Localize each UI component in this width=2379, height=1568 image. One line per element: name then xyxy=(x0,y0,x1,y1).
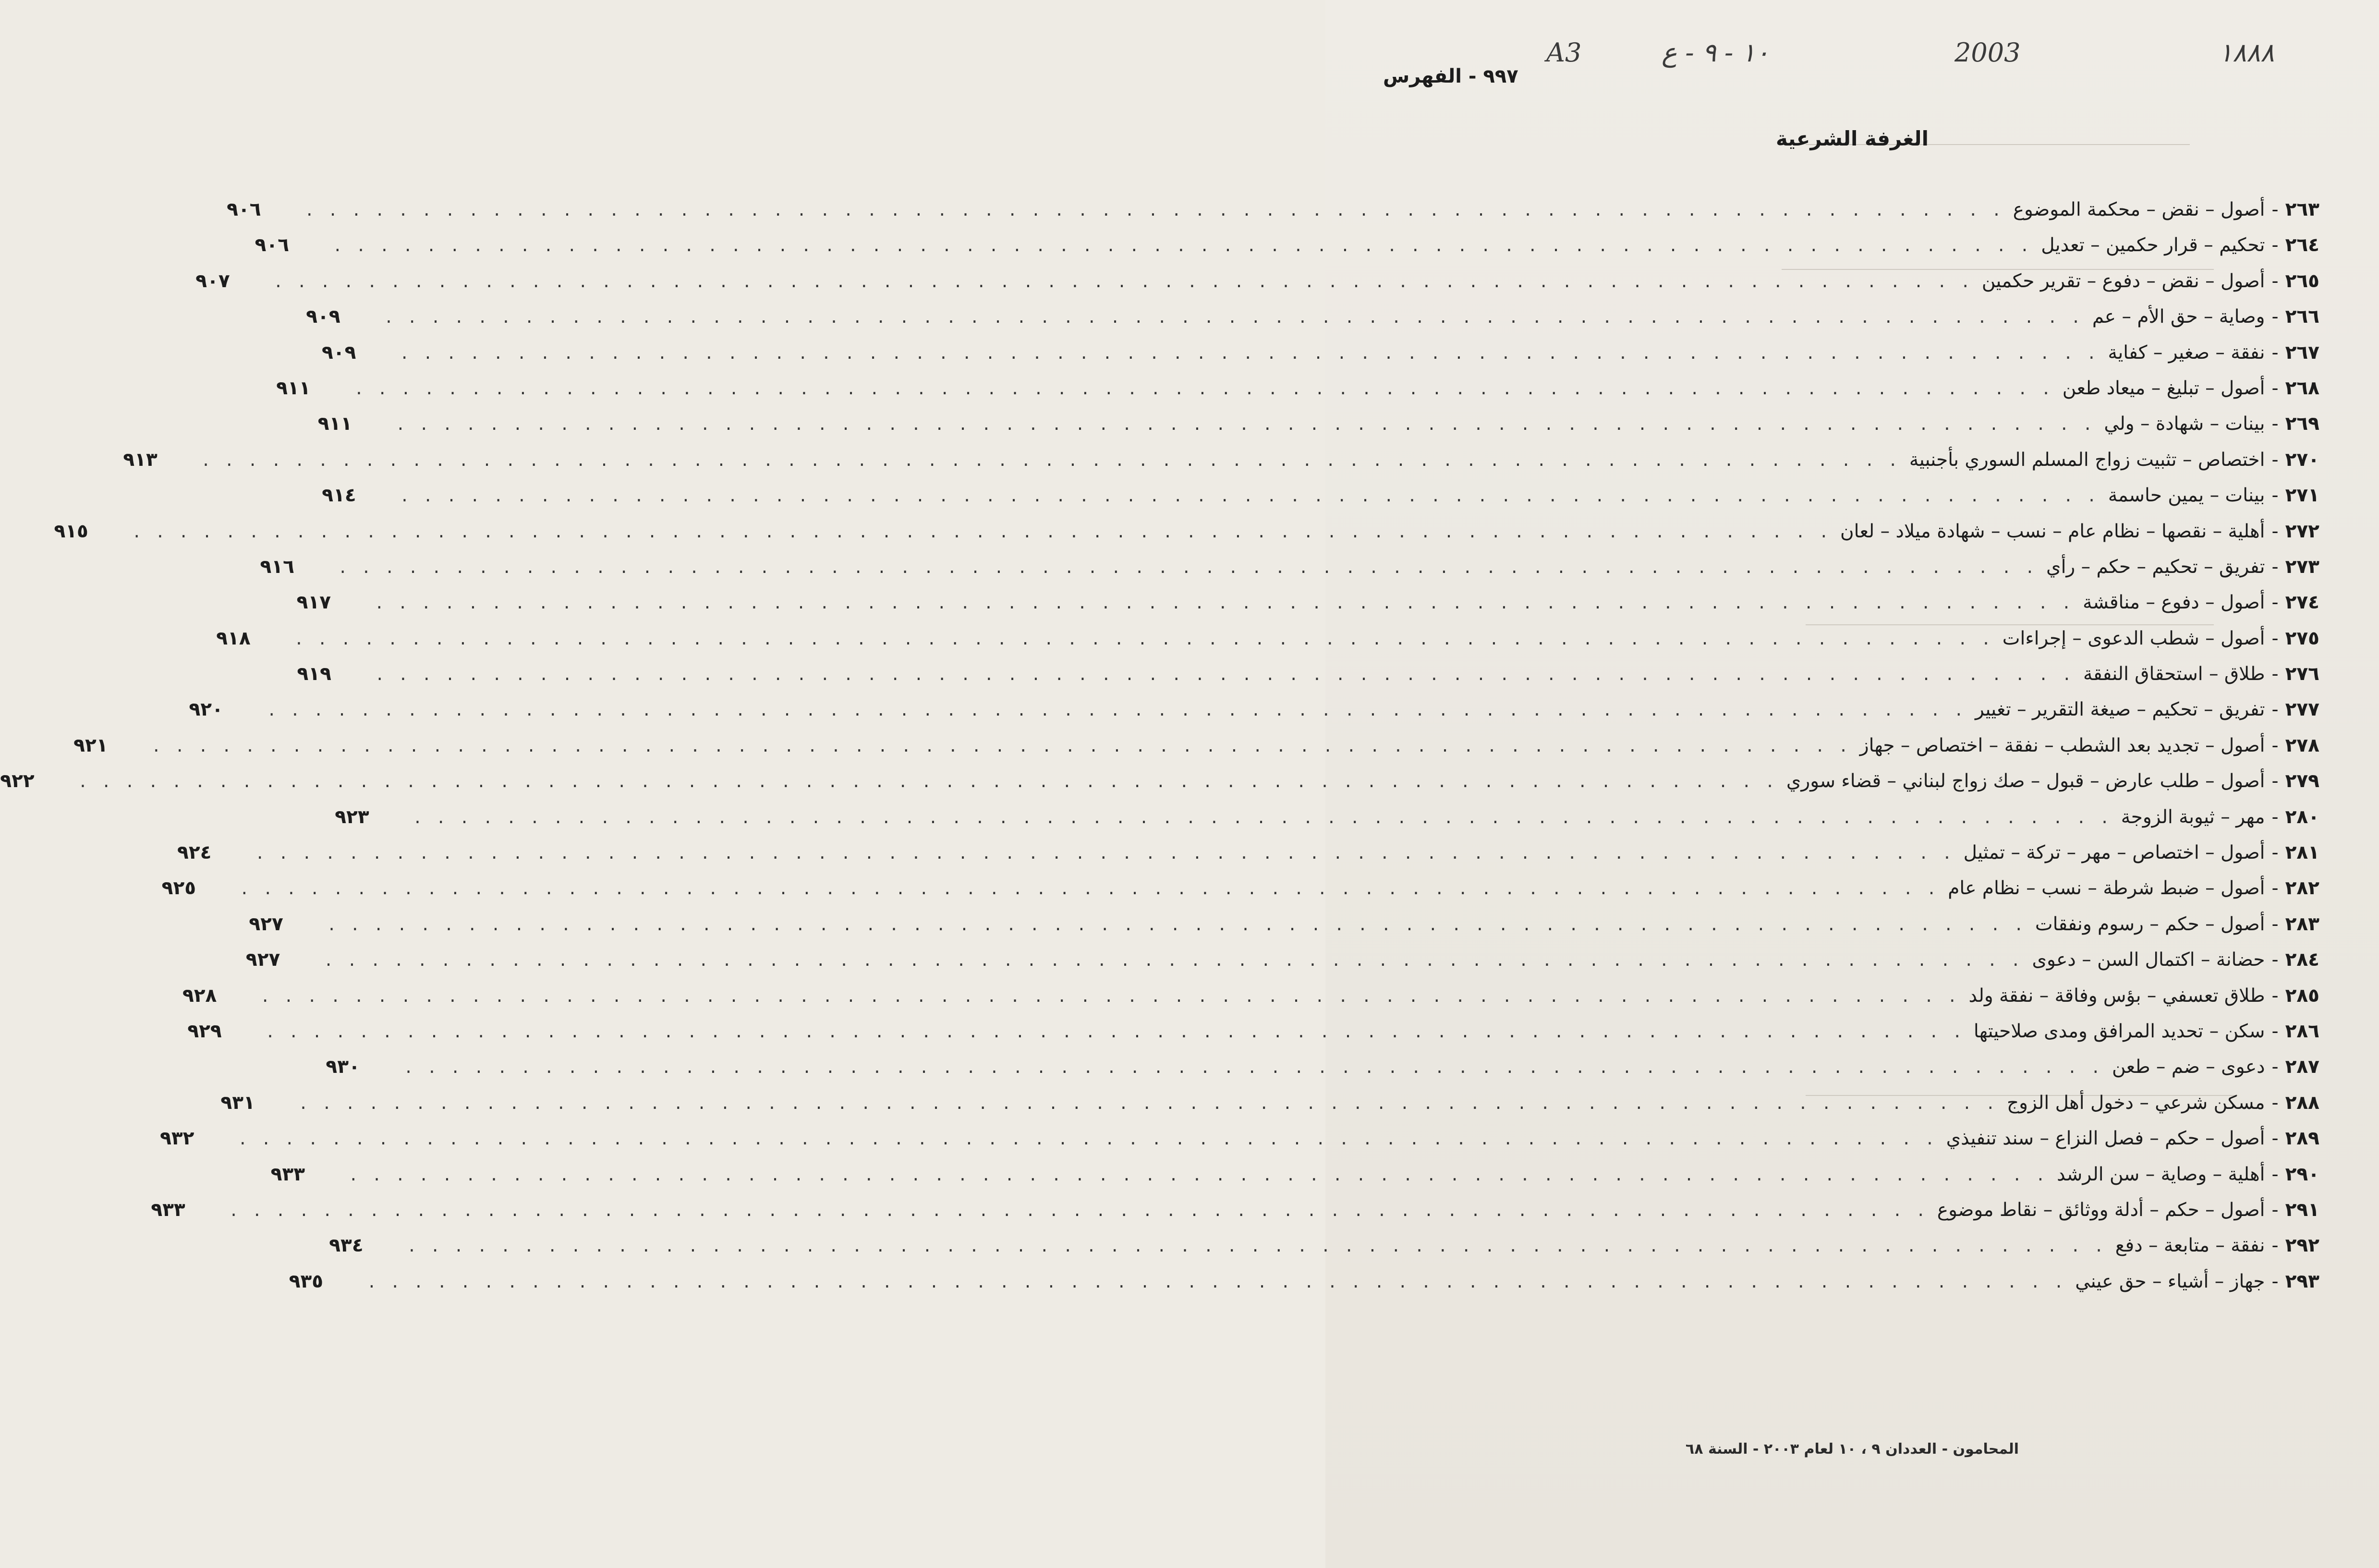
entry-title: بينات – يمين حاسمة xyxy=(2108,485,2265,507)
toc-entry xyxy=(306,299,2319,335)
entry-title: أصول – نقض – دفوع – تقرير حكمين xyxy=(1981,270,2265,292)
entry-number: ٢٨١ xyxy=(2285,842,2319,864)
toc-entry xyxy=(255,228,2319,263)
toc-entry xyxy=(326,1049,2319,1085)
entry-page-number: ٩٢٥ xyxy=(161,877,196,899)
handwritten-year: 2003 xyxy=(1954,37,2021,68)
dot-leader: . . . . . . . . . . . . . . . . . . . . . . . . . . . . . . . . . . . . . . . . . . . . . . . . . . . . . . . . . . . . . . . . . . . . . . . . . xyxy=(241,877,1941,899)
toc-entry xyxy=(189,692,2319,728)
entry-title: أصول – طلب عارض – قبول – صك زواج لبناني – قضاء سوري xyxy=(1786,770,2265,792)
toc-entry xyxy=(123,442,2319,478)
entry-dash: - xyxy=(2271,699,2279,721)
entry-page-number: ٩١٨ xyxy=(216,627,251,649)
entry-title: طلاق تعسفي – بؤس وفاقة – نفقة ولد xyxy=(1968,985,2265,1007)
entry-title: تفريق – تحكيم – صيغة التقرير – تغيير xyxy=(1975,699,2265,721)
toc-entry xyxy=(0,764,2319,799)
entry-dash: - xyxy=(2271,449,2279,471)
toc-entry xyxy=(160,1121,2319,1156)
entry-dash: - xyxy=(2271,842,2279,864)
entry-number: ٢٧٣ xyxy=(2285,556,2319,578)
dot-leader: . . . . . . . . . . . . . . . . . . . . . . . . . . . . . . . . . . . . . . . . . . . . . . . . . . . . . . . . . . . . . . . . . . . . . . . . . xyxy=(80,770,1779,792)
entry-title: بينات – شهادة – ولي xyxy=(2104,413,2265,435)
entry-dash: - xyxy=(2271,341,2279,364)
entry-title: مهر – ثيوبة الزوجة xyxy=(2121,806,2265,828)
entry-number: ٢٨٢ xyxy=(2285,877,2319,899)
handwritten-code-right: ١٨٨٨ xyxy=(2219,37,2275,68)
entry-page-number: ٩١٤ xyxy=(322,485,356,507)
entry-number: ٢٨٤ xyxy=(2285,949,2319,971)
toc-entry xyxy=(54,514,2319,549)
entry-page-number: ٩٢٩ xyxy=(187,1020,222,1042)
entry-page-number: ٩٣٤ xyxy=(329,1235,364,1257)
entry-title: وصاية – حق الأم – عم xyxy=(2092,306,2265,328)
entry-dash: - xyxy=(2271,199,2279,220)
entry-dash: - xyxy=(2271,770,2279,792)
entry-page-number: ٩٣٢ xyxy=(160,1128,194,1150)
toc-entry xyxy=(249,907,2319,942)
entry-number: ٢٩٣ xyxy=(2285,1270,2319,1292)
entry-page-number: ٩٣٥ xyxy=(289,1270,324,1292)
entry-title: سكن – تحديد المرافق ومدى صلاحيتها xyxy=(1973,1020,2265,1042)
toc-entry xyxy=(276,371,2319,406)
entry-title: أصول – شطب الدعوى – إجراءات xyxy=(2002,627,2265,649)
toc-entry xyxy=(296,585,2319,620)
toc-entry xyxy=(260,549,2319,585)
entry-page-number: ٩٣١ xyxy=(220,1092,255,1114)
dot-leader: . . . . . . . . . . . . . . . . . . . . . . . . . . . . . . . . . . . . . . . . . . . . . . . . . . . . . . . . . . . . . . . . . . . . . . . . . xyxy=(267,1020,1966,1042)
entry-page-number: ٩٢١ xyxy=(73,734,108,756)
entry-number: ٢٩٠ xyxy=(2285,1163,2319,1185)
entry-title: أصول – حكم – أدلة ووثائق – نقاط موضوع xyxy=(1937,1199,2265,1221)
table-of-contents xyxy=(0,192,2319,1300)
entry-page-number: ٩٠٧ xyxy=(195,270,230,292)
dot-leader: . . . . . . . . . . . . . . . . . . . . . . . . . . . . . . . . . . . . . . . . . . . . . . . . . . . . . . . . . . . . . . . . . . . . . . . . . xyxy=(153,734,1852,756)
dot-leader: . . . . . . . . . . . . . . . . . . . . . . . . . . . . . . . . . . . . . . . . . . . . . . . . . . . . . . . . . . . . . . . . . . . . . . . . . xyxy=(306,199,2005,220)
entry-dash: - xyxy=(2271,270,2279,292)
entry-title: تفريق – تحكيم – حكم – رأي xyxy=(2046,556,2265,578)
entry-dash: - xyxy=(2271,949,2279,971)
entry-title: أصول – حكم – رسوم ونفقات xyxy=(2035,913,2265,935)
entry-number: ٢٨٨ xyxy=(2285,1092,2319,1114)
entry-number: ٢٧١ xyxy=(2285,485,2319,507)
entry-page-number: ٩٢٠ xyxy=(189,699,223,721)
entry-dash: - xyxy=(2271,663,2279,685)
dot-leader: . . . . . . . . . . . . . . . . . . . . . . . . . . . . . . . . . . . . . . . . . . . . . . . . . . . . . . . . . . . . . . . . . . . . . . . . . xyxy=(328,913,2027,935)
entry-number: ٢٩١ xyxy=(2285,1199,2319,1221)
entry-dash: - xyxy=(2271,234,2279,256)
entry-title: نفقة – صغير – كفاية xyxy=(2108,341,2265,364)
entry-page-number: ٩٣٣ xyxy=(270,1163,305,1185)
toc-entry xyxy=(161,871,2319,906)
entry-title: أصول – تبليغ – ميعاد طعن xyxy=(2062,377,2265,399)
dot-leader: . . . . . . . . . . . . . . . . . . . . . . . . . . . . . . . . . . . . . . . . . . . . . . . . . . . . . . . . . . . . . . . . . . . . . . . . . xyxy=(405,1056,2104,1078)
entry-dash: - xyxy=(2271,1163,2279,1185)
dot-leader: . . . . . . . . . . . . . . . . . . . . . . . . . . . . . . . . . . . . . . . . . . . . . . . . . . . . . . . . . . . . . . . . . . . . . . . . . xyxy=(376,663,2076,685)
entry-number: ٢٦٦ xyxy=(2285,306,2319,328)
toc-entry xyxy=(329,1228,2319,1264)
entry-number: ٢٨٠ xyxy=(2285,806,2319,828)
entry-dash: - xyxy=(2271,485,2279,507)
entry-dash: - xyxy=(2271,377,2279,399)
page-footer: المحامون - العددان ٩ ، ١٠ لعام ٢٠٠٣ - السنة ٦٨ xyxy=(1685,1441,2019,1458)
entry-dash: - xyxy=(2271,734,2279,756)
entry-page-number: ٩٢٨ xyxy=(182,985,217,1007)
entry-title: نفقة – متابعة – دفع xyxy=(2115,1235,2265,1257)
toc-entry xyxy=(227,192,2319,228)
entry-title: أهلية – نقصها – نظام عام – نسب – شهادة ميلاد – لعان xyxy=(1840,520,2265,542)
dot-leader: . . . . . . . . . . . . . . . . . . . . . . . . . . . . . . . . . . . . . . . . . . . . . . . . . . . . . . . . . . . . . . . . . . . . . . . . . xyxy=(300,1092,1999,1114)
entry-title: أهلية – وصاية – سن الرشد xyxy=(2057,1163,2265,1185)
entry-page-number: ٩١٥ xyxy=(54,520,88,542)
entry-title: اختصاص – تثبيت زواج المسلم السوري بأجنبية xyxy=(1909,449,2265,471)
toc-entry xyxy=(335,800,2319,835)
entry-title: جهاز – أشياء – حق عيني xyxy=(2075,1270,2265,1292)
toc-entry xyxy=(297,656,2319,692)
entry-dash: - xyxy=(2271,1235,2279,1257)
entry-number: ٢٦٤ xyxy=(2285,234,2319,256)
entry-page-number: ٩٢٧ xyxy=(249,913,283,935)
dot-leader: . . . . . . . . . . . . . . . . . . . . . . . . . . . . . . . . . . . . . . . . . . . . . . . . . . . . . . . . . . . . . . . . . . . . . . . . . xyxy=(409,1235,2108,1257)
entry-dash: - xyxy=(2271,592,2279,614)
toc-entry xyxy=(177,835,2319,871)
entry-number: ٢٩٢ xyxy=(2285,1235,2319,1257)
entry-number: ٢٧٤ xyxy=(2285,592,2319,614)
entry-page-number: ٩١٦ xyxy=(260,556,294,578)
dot-leader: . . . . . . . . . . . . . . . . . . . . . . . . . . . . . . . . . . . . . . . . . . . . . . . . . . . . . . . . . . . . . . . . . . . . . . . . . xyxy=(350,1163,2050,1185)
entry-number: ٢٦٨ xyxy=(2285,377,2319,399)
entry-dash: - xyxy=(2271,985,2279,1007)
entry-title: أصول – تجديد بعد الشطب – نفقة – اختصاص – جهاز xyxy=(1859,734,2265,756)
dot-leader: . . . . . . . . . . . . . . . . . . . . . . . . . . . . . . . . . . . . . . . . . . . . . . . . . . . . . . . . . . . . . . . . . . . . . . . . . xyxy=(397,413,2097,435)
entry-number: ٢٦٥ xyxy=(2285,270,2319,292)
entry-page-number: ٩٢٣ xyxy=(335,806,369,828)
toc-entry xyxy=(187,1014,2319,1049)
entry-page-number: ٩٢٧ xyxy=(245,949,280,971)
entry-number: ٢٨٥ xyxy=(2285,985,2319,1007)
entry-dash: - xyxy=(2271,1199,2279,1221)
dot-leader: . . . . . . . . . . . . . . . . . . . . . . . . . . . . . . . . . . . . . . . . . . . . . . . . . . . . . . . . . . . . . . . . . . . . . . . . . xyxy=(134,520,1833,542)
entry-title: أصول – نقض – محكمة الموضوع xyxy=(2013,199,2265,220)
entry-number: ٢٧٠ xyxy=(2285,449,2319,471)
entry-title: أصول – اختصاص – مهر – تركة – تمثيل xyxy=(1963,842,2265,864)
entry-dash: - xyxy=(2271,413,2279,435)
dot-leader: . . . . . . . . . . . . . . . . . . . . . . . . . . . . . . . . . . . . . . . . . . . . . . . . . . . . . . . . . . . . . . . . . . . . . . . . . xyxy=(401,485,2100,507)
entry-title: حضانة – اكتمال السن – دعوى xyxy=(2032,949,2265,971)
entry-dash: - xyxy=(2271,1020,2279,1042)
entry-dash: - xyxy=(2271,520,2279,542)
entry-number: ٢٧٧ xyxy=(2285,699,2319,721)
dot-leader: . . . . . . . . . . . . . . . . . . . . . . . . . . . . . . . . . . . . . . . . . . . . . . . . . . . . . . . . . . . . . . . . . . . . . . . . . xyxy=(231,1199,1930,1221)
entry-page-number: ٩١٩ xyxy=(297,663,331,685)
toc-entry xyxy=(216,621,2319,656)
entry-number: ٢٨٧ xyxy=(2285,1056,2319,1078)
entry-title: مسكن شرعي – دخول أهل الزوج xyxy=(2006,1092,2265,1114)
entry-number: ٢٧٥ xyxy=(2285,627,2319,649)
entry-page-number: ٩٠٦ xyxy=(227,199,261,220)
entry-page-number: ٩١٧ xyxy=(296,592,331,614)
dot-leader: . . . . . . . . . . . . . . . . . . . . . . . . . . . . . . . . . . . . . . . . . . . . . . . . . . . . . . . . . . . . . . . . . . . . . . . . . xyxy=(325,949,2025,971)
entry-number: ٢٨٦ xyxy=(2285,1020,2319,1042)
dot-leader: . . . . . . . . . . . . . . . . . . . . . . . . . . . . . . . . . . . . . . . . . . . . . . . . . . . . . . . . . . . . . . . . . . . . . . . . . xyxy=(386,306,2085,328)
toc-entry xyxy=(317,406,2319,442)
toc-entry xyxy=(73,728,2319,764)
entry-page-number: ٩٠٩ xyxy=(321,341,356,364)
entry-dash: - xyxy=(2271,1092,2279,1114)
entry-page-number: ٩١١ xyxy=(276,377,311,399)
entry-title: دعوى – ضم – طعن xyxy=(2112,1056,2265,1078)
entry-number: ٢٦٩ xyxy=(2285,413,2319,435)
entry-page-number: ٩١١ xyxy=(317,413,352,435)
entry-page-number: ٩٢٤ xyxy=(177,842,212,864)
entry-title: تحكيم – قرار حكمين – تعديل xyxy=(2041,234,2265,256)
entry-dash: - xyxy=(2271,627,2279,649)
toc-entry xyxy=(321,335,2319,371)
toc-entry xyxy=(289,1264,2319,1300)
entry-number: ٢٧٨ xyxy=(2285,734,2319,756)
dot-leader: . . . . . . . . . . . . . . . . . . . . . . . . . . . . . . . . . . . . . . . . . . . . . . . . . . . . . . . . . . . . . . . . . . . . . . . . . xyxy=(275,270,1974,292)
dot-leader: . . . . . . . . . . . . . . . . . . . . . . . . . . . . . . . . . . . . . . . . . . . . . . . . . . . . . . . . . . . . . . . . . . . . . . . . . xyxy=(334,234,2034,256)
entry-dash: - xyxy=(2271,306,2279,328)
entry-page-number: ٩٣٣ xyxy=(151,1199,185,1221)
dot-leader: . . . . . . . . . . . . . . . . . . . . . . . . . . . . . . . . . . . . . . . . . . . . . . . . . . . . . . . . . . . . . . . . . . . . . . . . . xyxy=(368,1270,2068,1292)
dot-leader: . . . . . . . . . . . . . . . . . . . . . . . . . . . . . . . . . . . . . . . . . . . . . . . . . . . . . . . . . . . . . . . . . . . . . . . . . xyxy=(356,377,2055,399)
dot-leader: . . . . . . . . . . . . . . . . . . . . . . . . . . . . . . . . . . . . . . . . . . . . . . . . . . . . . . . . . . . . . . . . . . . . . . . . . xyxy=(376,592,2076,614)
entry-number: ٢٨٩ xyxy=(2285,1128,2319,1150)
entry-number: ٢٨٣ xyxy=(2285,913,2319,935)
entry-dash: - xyxy=(2271,806,2279,828)
dot-leader: . . . . . . . . . . . . . . . . . . . . . . . . . . . . . . . . . . . . . . . . . . . . . . . . . . . . . . . . . . . . . . . . . . . . . . . . . xyxy=(240,1128,1939,1150)
dot-leader: . . . . . . . . . . . . . . . . . . . . . . . . . . . . . . . . . . . . . . . . . . . . . . . . . . . . . . . . . . . . . . . . . . . . . . . . . xyxy=(401,341,2100,364)
entry-dash: - xyxy=(2271,877,2279,899)
toc-entry xyxy=(195,264,2319,299)
entry-dash: - xyxy=(2271,1270,2279,1292)
entry-page-number: ٩٢٢ xyxy=(0,770,35,792)
entry-number: ٢٧٦ xyxy=(2285,663,2319,685)
toc-entry xyxy=(322,478,2319,513)
entry-title: أصول – ضبط شرطة – نسب – نظام عام xyxy=(1948,877,2265,899)
entry-number: ٢٦٣ xyxy=(2285,199,2319,220)
dot-leader: . . . . . . . . . . . . . . . . . . . . . . . . . . . . . . . . . . . . . . . . . . . . . . . . . . . . . . . . . . . . . . . . . . . . . . . . . xyxy=(203,449,1902,471)
running-head: ٩٩٧ - الفهرس xyxy=(1383,65,1518,87)
entry-page-number: ٩٠٩ xyxy=(306,306,340,328)
entry-title: أصول – حكم – فصل النزاع – سند تنفيذي xyxy=(1946,1128,2265,1150)
toc-entry xyxy=(220,1085,2319,1121)
entry-dash: - xyxy=(2271,913,2279,935)
dot-leader: . . . . . . . . . . . . . . . . . . . . . . . . . . . . . . . . . . . . . . . . . . . . . . . . . . . . . . . . . . . . . . . . . . . . . . . . . xyxy=(268,699,1967,721)
entry-dash: - xyxy=(2271,556,2279,578)
entry-page-number: ٩١٣ xyxy=(123,449,158,471)
handwritten-issue: ١٠ - ٩ - ع xyxy=(1662,37,1770,68)
entry-dash: - xyxy=(2271,1056,2279,1078)
dot-leader: . . . . . . . . . . . . . . . . . . . . . . . . . . . . . . . . . . . . . . . . . . . . . . . . . . . . . . . . . . . . . . . . . . . . . . . . . xyxy=(340,556,2039,578)
entry-number: ٢٦٧ xyxy=(2285,341,2319,364)
dot-leader: . . . . . . . . . . . . . . . . . . . . . . . . . . . . . . . . . . . . . . . . . . . . . . . . . . . . . . . . . . . . . . . . . . . . . . . . . xyxy=(262,985,1961,1007)
section-title: الغرفة الشرعية xyxy=(1776,127,1929,150)
entry-title: طلاق – استحقاق النفقة xyxy=(2083,663,2265,685)
entry-page-number: ٩٣٠ xyxy=(326,1056,360,1078)
handwritten-code-left: A3 xyxy=(1546,37,1582,68)
toc-entry xyxy=(151,1192,2319,1228)
entry-page-number: ٩٠٦ xyxy=(255,234,290,256)
toc-entry xyxy=(270,1157,2319,1192)
dot-leader: . . . . . . . . . . . . . . . . . . . . . . . . . . . . . . . . . . . . . . . . . . . . . . . . . . . . . . . . . . . . . . . . . . . . . . . . . xyxy=(414,806,2113,828)
toc-entry xyxy=(245,942,2319,978)
entry-number: ٢٧٩ xyxy=(2285,770,2319,792)
toc-entry xyxy=(182,978,2319,1014)
entry-title: أصول – دفوع – مناقشة xyxy=(2083,592,2265,614)
entry-number: ٢٧٢ xyxy=(2285,520,2319,542)
dot-leader: . . . . . . . . . . . . . . . . . . . . . . . . . . . . . . . . . . . . . . . . . . . . . . . . . . . . . . . . . . . . . . . . . . . . . . . . . xyxy=(257,842,1956,864)
dot-leader: . . . . . . . . . . . . . . . . . . . . . . . . . . . . . . . . . . . . . . . . . . . . . . . . . . . . . . . . . . . . . . . . . . . . . . . . . xyxy=(296,627,1995,649)
entry-dash: - xyxy=(2271,1128,2279,1150)
